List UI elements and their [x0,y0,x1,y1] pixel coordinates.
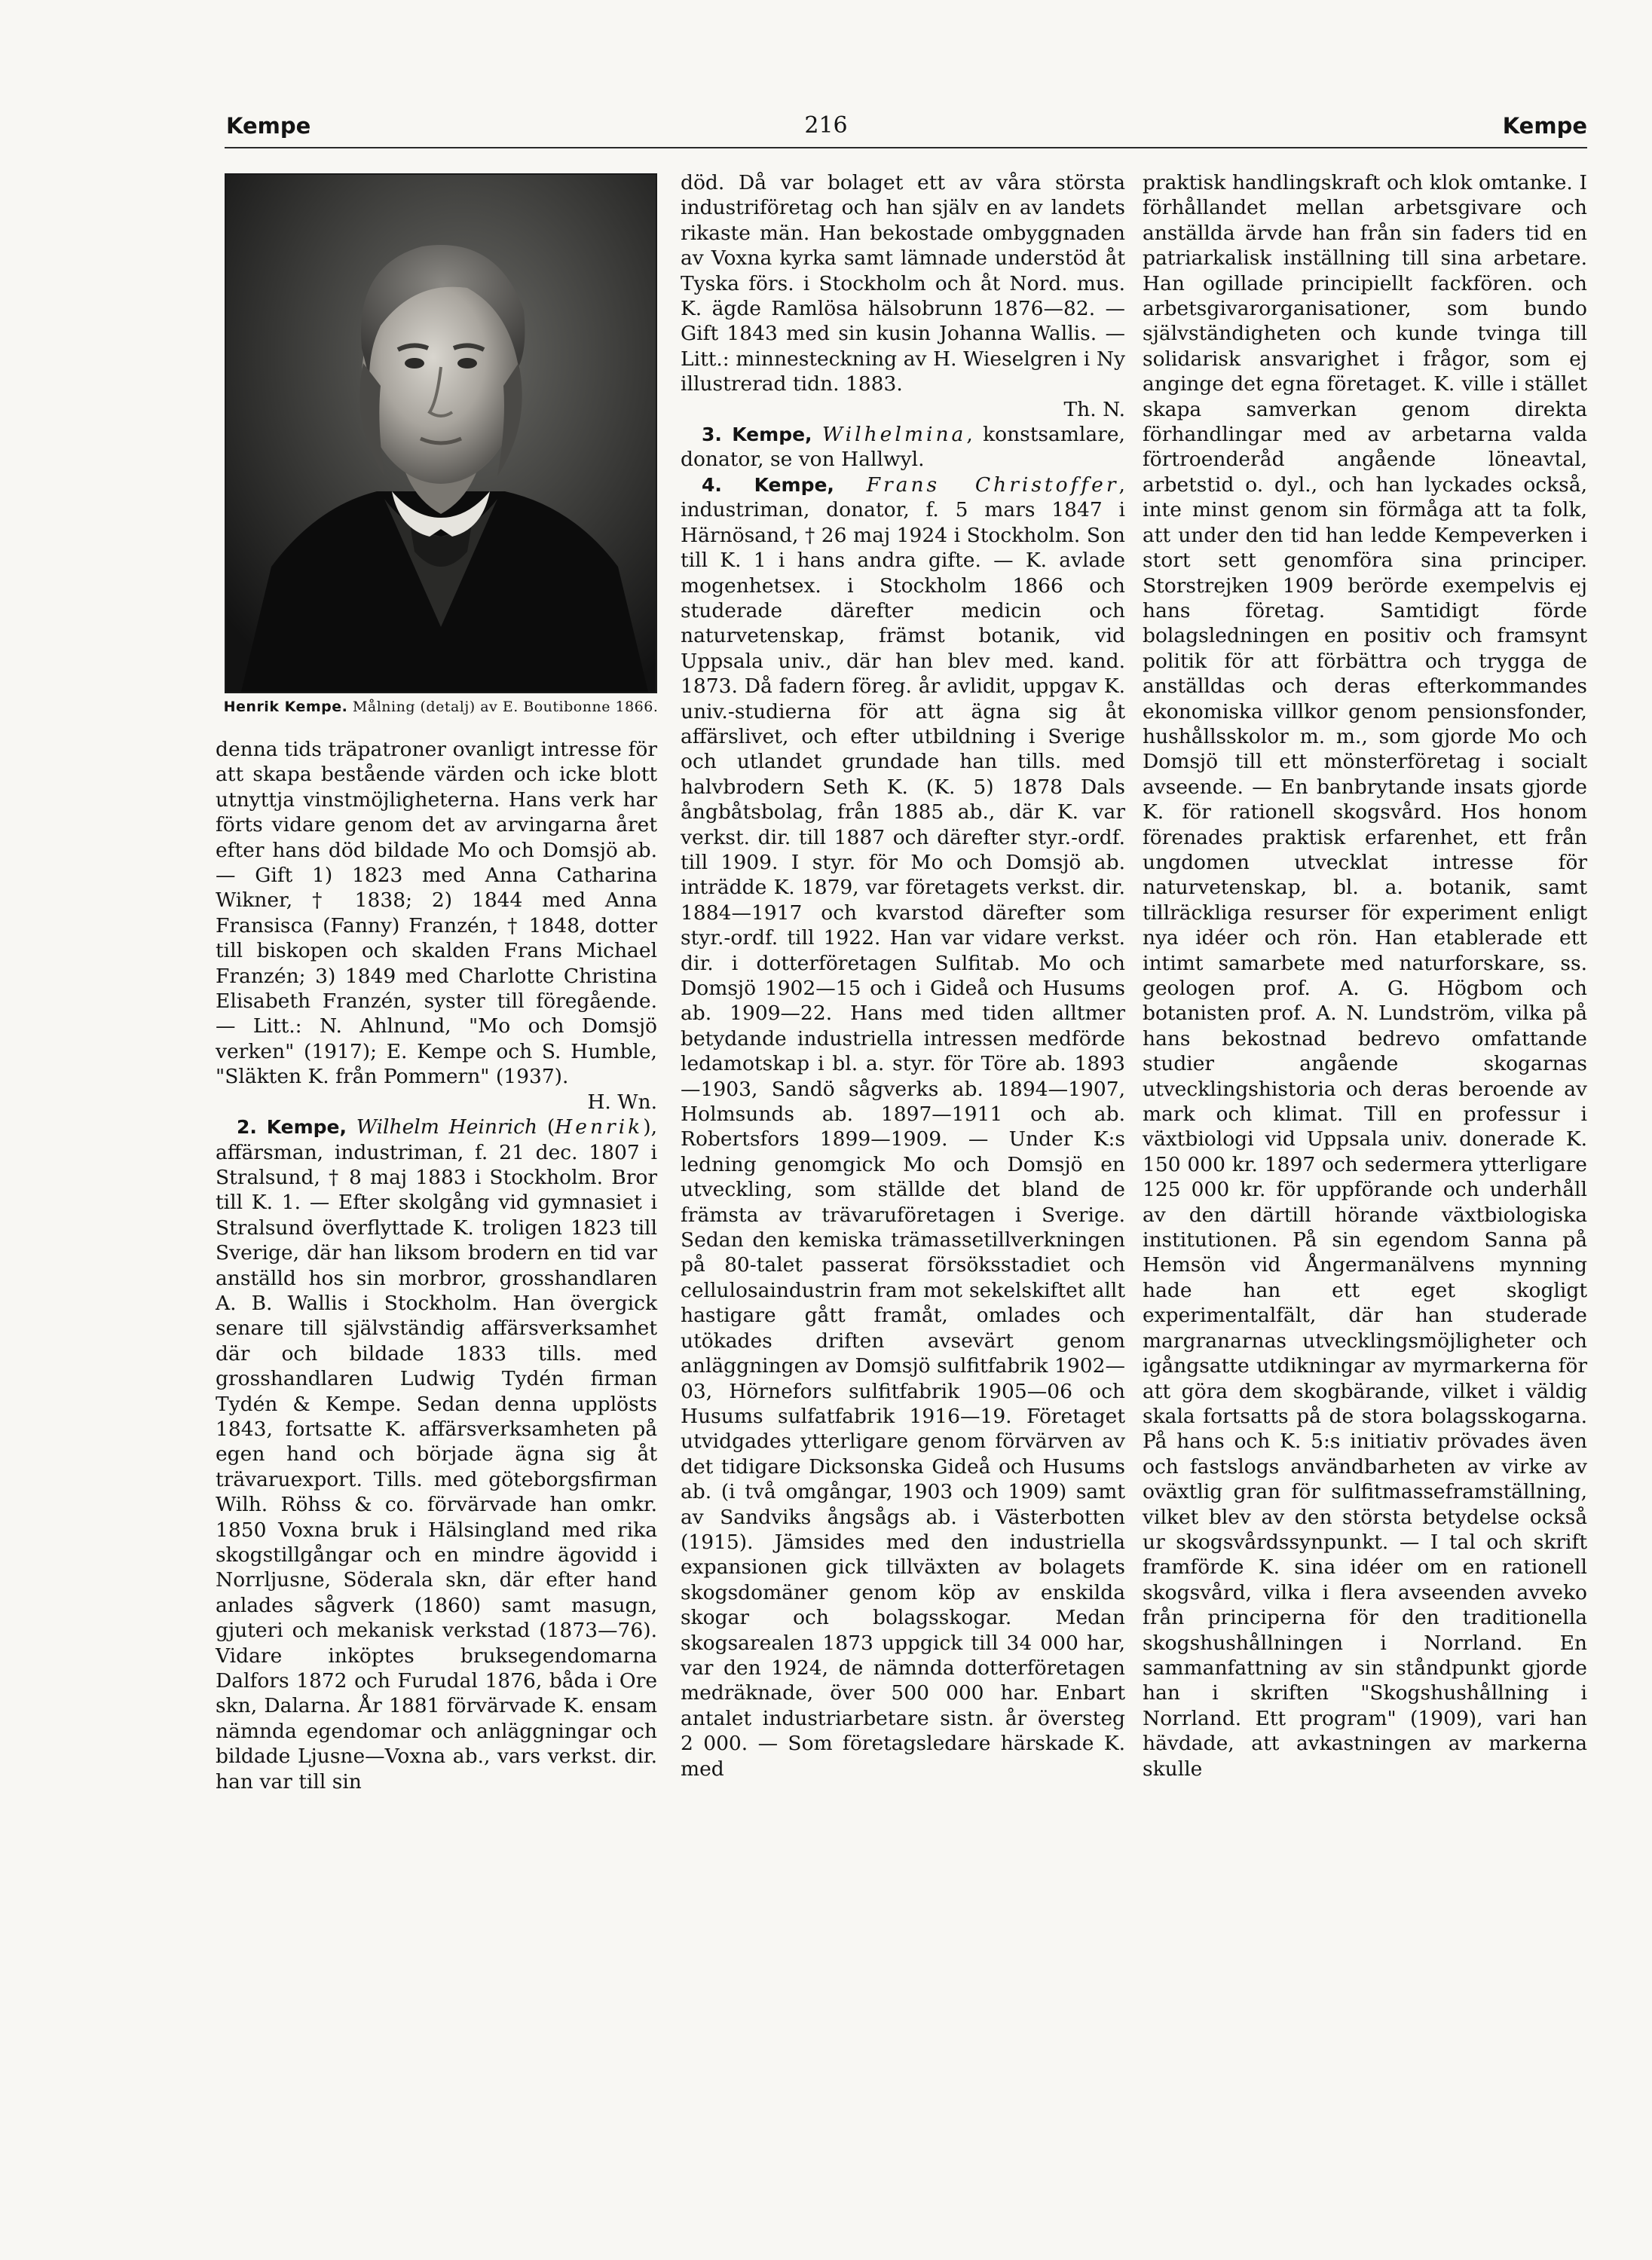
column1-paragraph: denna tids träpatroner ovanligt intresse för att skapa bestående värden och icke blott utnyttja vinstmöjligheterna. Hans verk har förts vidare genom det av arvingarna året efter hans död bildade Mo och Domsjö ab. — Gift 1) 1823 med Anna Catharina Wikner, † 1838; 2) 1844 med Anna Fransisca (Fanny) Franzén, † 1848, dotter till biskopen och skalden Frans Michael Franzén; 3) 1849 med Charlotte Christina Elisabeth Franzén, syster till föregående. — Litt.: N. Ahlnund, "Mo och Domsjö verken" (1917); E. Kempe och S. Humble, "Släkten K. från Pommern" (1937). [216,738,657,1089]
caption-text: Målning (detalj) av E. Boutibonne 1866. [352,699,659,715]
entry-4: 4. Kempe, Frans Christoffer, industriman, donator, f. 5 mars 1847 i Härnösand, † 26 maj 1924 i Stockholm. Son till K. 1 i hans andra gifte. — K. avlade mogenhetsex. i Stockholm 1866 och studerade därefter medicin och naturvetenskap, främst botanik, vid Uppsala univ., där han blev med. kand. 1873. Då fadern föreg. år avlidit, uppgav K. univ.-studierna för att ägna sig åt affärslivet, och efter utbildning i Sverige och utlandet grundade han tills. med halvbrodern Seth K. (K. 5) 1878 Dals ångbåtsbolag, från 1885 ab., där K. var verkst. dir. till 1887 och därefter styr.-ordf. till 1909. I styr. för Mo och Domsjö ab. inträdde K. 1879, var företagets verkst. dir. 1884—1917 och kvarstod därefter som styr.-ordf. till 1922. Han var vidare verkst. dir. i dotterföretagen Sulfitab. Mo och Domsjö 1902—15 och i Gideå och Husums ab. 1909—22. Hans med tiden alltmer betydande industriella intressen medförde ledamotskap i bl. a. styr. för Töre ab. 1893—1903, Sandö sågverks ab. 1894—1907, Holmsunds ab. 1897—1911 och ab. Robertsfors 1899—1909. — Under K:s ledning genomgick Mo och Domsjö en utveckling, som ställde det bland de främsta av trävaruföretagen i Sverige. Sedan den kemiska trämassetillverkningen på 80-talet passerat försöksstadiet och cellulosaindustrin fram mot sekelskiftet allt hastigare gått framåt, omlades och utökades driften avsevärt genom anläggningen av Domsjö sulfitfabrik 1902—03, Hörnefors sulfitfabrik 1905—06 och Husums sulfatfabrik 1916—19. Företaget utvidgades ytterligare genom förvärven av det tidigare Dicksonska Gideå och Husums ab. (i två omgångar, 1903 och 1909) samt av Sandviks ångsågs ab. i Västerbotten (1915). Jämsides med den industriella expansionen gick tillväxten av bolagets skogsdomäner genom köp av enskilda skogar och bolagsskogar. Medan skogsarealen 1873 uppgick till 34 000 har, var den 1924, de nämnda dotterföretagen medräknade, över 500 000 har. Enbart antalet industriarbetare sistn. år översteg 2 000. — Som företagsledare härskade K. med [681,472,1125,1781]
entry-4-surname: Kempe, [754,473,834,496]
portrait-image [225,173,657,693]
header-rule [225,147,1587,148]
entry-3-given-name: Wilhelmina [821,423,967,447]
portrait-drawing [226,175,656,692]
entry-4-number: 4. [702,473,722,496]
column3-paragraph: praktisk handlingskraft och klok omtanke. I förhållandet mellan arbetsgivare och anställda ärvde han från sin faders tid en patriarkalisk inställning till sina arbetare. Han ogillade principiellt fackfören. och arbetsgivarorganisationer, som bundo självständigheten och kunde tvinga till solidarisk ansvarighet i frågor, som ej anginge det egna företaget. K. ville i stället skapa samverkan genom direkta förhandlingar med av arbetarna valda förtroenderåd angående löneavtal, arbetstid o. dyl., och han lyckades också, inte minst genom sin förmåga att ta folk, att under den tid han ledde Kempeverken i stort sett genomföra sina principer. Storstrejken 1909 berörde exempelvis ej hans företag. Samtidigt förde bolagsledningen en positiv och framsynt politik för att förbättra och trygga de anställdas och deras efterkommandes ekonomiska villkor genom pensionsfonder, hushållsskolor m. m., som gjorde Mo och Domsjö till ett mönsterföretag i socialt avseende. — En banbrytande insats gjorde K. för rationell skogsvård. Hos honom förenades praktisk erfarenhet, ett från ungdomen utvecklat intresse för naturvetenskap, bl. a. botanik, samt tillräckliga resurser för experiment enligt nya idéer och rön. Han etablerade ett intimt samarbete med naturforskare, ss. geologen prof. A. G. Högbom och botanisten prof. A. N. Lundström, vilka på hans bekostnad bedrevo omfattande studier angående skogarnas utvecklingshistoria och deras beroende av mark och klimat. Till en professur i växtbiologi vid Uppsala univ. donerade K. 150 000 kr. 1897 och sedermera ytterligare 125 000 kr. för uppförande och underhåll av den därtill hörande växtbiologiska institutionen. På sin egendom Sanna på Hemsön vid Ångermanälvens mynning hade han ett eget skogligt experimentalfält, där han studerade margranarnas utvecklingsmöjligheter och igångsatte utdikningar av myrmarkerna för att göra dem skogbärande, vilket i väldig skala fortsatts på de stora bolagsskogarna. På hans och K. 5:s initiativ prövades även och fastslogs användbarheten av virke av oväxtlig gran för sulfitmasseframställning, vilket blev av den största betydelse också ur skogsvårdssynpunkt. — I tal och skrift framförde K. sina idéer om en rationell skogsvård, vilka i flera avseenden avveko från principerna för den traditionella skogshushållningen i Norrland. En sammanfattning av sin ståndpunkt gjorde han i skriften "Skogshushållning i Norrland. Ett program" (1909), vari han hävdade, att avkastningen av markerna skulle [1143,171,1587,1781]
running-head-right: Kempe [1502,113,1587,139]
entry-3-surname: Kempe, [732,424,812,446]
entry-2-call-name: Henrik [555,1115,644,1139]
entry-2-number: 2. [237,1116,257,1139]
page-number: 216 [804,112,848,139]
column-3 [1143,170,1587,1781]
entry-4-given-names: Frans Christoffer [866,472,1119,497]
entry-4-text: industriman, donator, f. 5 mars 1847 i Härnösand, † 26 maj 1924 i Stockholm. Son till K. 1 i hans andra gifte. — K. avlade mogenhetsex. i Stockholm 1866 och studerade därefter medicin och naturvetenskap, främst botanik, vid Uppsala univ., där han blev med. kand. 1873. Då fadern föreg. år avlidit, uppgav K. univ.-studierna för att ägna sig åt affärslivet, och efter utbildning i Sverige och utlandet grundade han tills. med halvbrodern Seth K. (K. 5) 1878 Dals ångbåtsbolag, från 1885 ab., där K. var verkst. dir. till 1887 och därefter styr.-ordf. till 1909. I styr. för Mo och Domsjö ab. inträdde K. 1879, var företagets verkst. dir. 1884—1917 och kvarstod därefter som styr.-ordf. till 1922. Han var vidare verkst. dir. i dotterföretagen Sulfitab. Mo och Domsjö 1902—15 och i Gideå och Husums ab. 1909—22. Hans med tiden alltmer betydande industriella intressen medförde ledamotskap i bl. a. styr. för Töre ab. 1893—1903, Sandö sågverks ab. 1894—1907, Holmsunds ab. 1897—1911 och ab. Robertsfors 1899—1909. — Under K:s ledning genomgick Mo och Domsjö en utveckling, som ställde det bland de främsta av trävaruföretagen i Sverige. Sedan den kemiska trämassetillverkningen på 80-talet passerat försöksstadiet och cellulosaindustrin fram mot sekelskiftet allt hastigare gått framåt, omlades och utökades driften avsevärt genom anläggningen av Domsjö sulfitfabrik 1902—03, Hörnefors sulfitfabrik 1905—06 och Husums sulfatfabrik 1916—19. Företaget utvidgades ytterligare genom förvärven av det tidigare Dicksonska Gideå och Husums ab. (i två omgångar, 1903 och 1909) samt av Sandviks ångsågs ab. i Västerbotten (1915). Jämsides med den industriella expansionen gick tillväxten av bolagets skogsdomäner genom köp av enskilda skogar och bolagsskogar. Medan skogsarealen 1873 uppgick till 34 000 har, var den 1924, de nämnda dotterföretagen medräknade, över 500 000 har. Enbart antalet industriarbetare sistn. år översteg 2 000. — Som företagsledare härskade K. med [681,498,1125,1781]
column2-paragraph: död. Då var bolaget ett av våra största industriföretag och han själv en av landets rikaste män. Han bekostade ombyggnaden av Voxna kyrka samt lämnade understöd åt Tyska förs. i Stockholm och åt Nord. mus. K. ägde Ramlösa hälsobrunn 1876—82. — Gift 1843 med sin kusin Johanna Wallis. — Litt.: minnesteckning av H. Wieselgren i Ny illustrerad tidn. 1883. [681,171,1125,396]
entry-3-text: konstsamlare, donator, se von Hallwyl. [681,423,1125,472]
entry-3-number: 3. [702,424,722,446]
entry-3: 3. Kempe, Wilhelmina, konstsamlare, donator, se von Hallwyl. [681,423,1125,472]
column-1 [216,737,657,1794]
entry-2: 2. Kempe, Wilhelm Heinrich (Henrik), affärsman, industriman, f. 21 dec. 1807 i Stralsund, † 8 maj 1883 i Stockholm. Bror till K. 1. — Efter skolgång vid gymnasiet i Stralsund överflyttade K. troligen 1823 till Sverige, där han liksom brodern en tid var anställd hos sin morbror, grosshandlaren A. B. Wallis i Stockholm. Han övergick senare till självständig affärsverksamhet där och bildade 1833 tills. med grosshandlaren Ludwig Tydén firman Tydén & Kempe. Sedan denna upplösts 1843, fortsatte K. affärsverksamheten på egen hand och började ägna sig åt trävaruexport. Tills. med göteborgsfirman Wilh. Röhss & co. förvärvade han omkr. 1850 Voxna bruk i Hälsingland med rika skogstillgångar och en mindre ägovidd i Norrljusne, Söderala skn, där efter hand anlades sågverk (1860) samt masugn, gjuteri och mekanisk verkstad (1873—76). Vidare inköptes bruksegendomarna Dalfors 1872 och Furudal 1876, båda i Ore skn, Dalarna. År 1881 förvärvade K. ensam nämnda egendomar och anläggningar och bildade Ljusne—Voxna ab., vars verkst. dir. han var till sin [216,1115,657,1794]
author-signature-2: Th. N. [1063,397,1125,421]
caption-name: Henrik Kempe. [223,699,348,715]
author-signature-1: H. Wn. [587,1090,657,1114]
entry-2-text: affärsman, industriman, f. 21 dec. 1807 i Stralsund, † 8 maj 1883 i Stockholm. Bror till K. 1. — Efter skolgång vid gymnasiet i Stralsund överflyttade K. troligen 1823 till Sverige, där han liksom brodern en tid var anställd hos sin morbror, grosshandlaren A. B. Wallis i Stockholm. Han övergick senare till självständig affärsverksamhet där och bildade 1833 tills. med grosshandlaren Ludwig Tydén firman Tydén & Kempe. Sedan denna upplösts 1843, fortsatte K. affärsverksamheten på egen hand och började ägna sig åt trävaruexport. Tills. med göteborgsfirman Wilh. Röhss & co. förvärvade han omkr. 1850 Voxna bruk i Hälsingland med rika skogstillgångar och en mindre ägovidd i Norrljusne, Söderala skn, där efter hand anlades sågverk (1860) samt masugn, gjuteri och mekanisk verkstad (1873—76). Vidare inköptes bruksegendomarna Dalfors 1872 och Furudal 1876, båda i Ore skn, Dalarna. År 1881 förvärvade K. ensam nämnda egendomar och anläggningar och bildade Ljusne—Voxna ab., vars verkst. dir. han var till sin [216,1140,657,1794]
column-2 [681,170,1125,1781]
entry-2-surname: Kempe, [266,1116,347,1139]
entry-2-given-names: Wilhelm Heinrich [356,1115,538,1139]
portrait-caption [219,698,663,717]
running-head-left: Kempe [226,113,311,139]
